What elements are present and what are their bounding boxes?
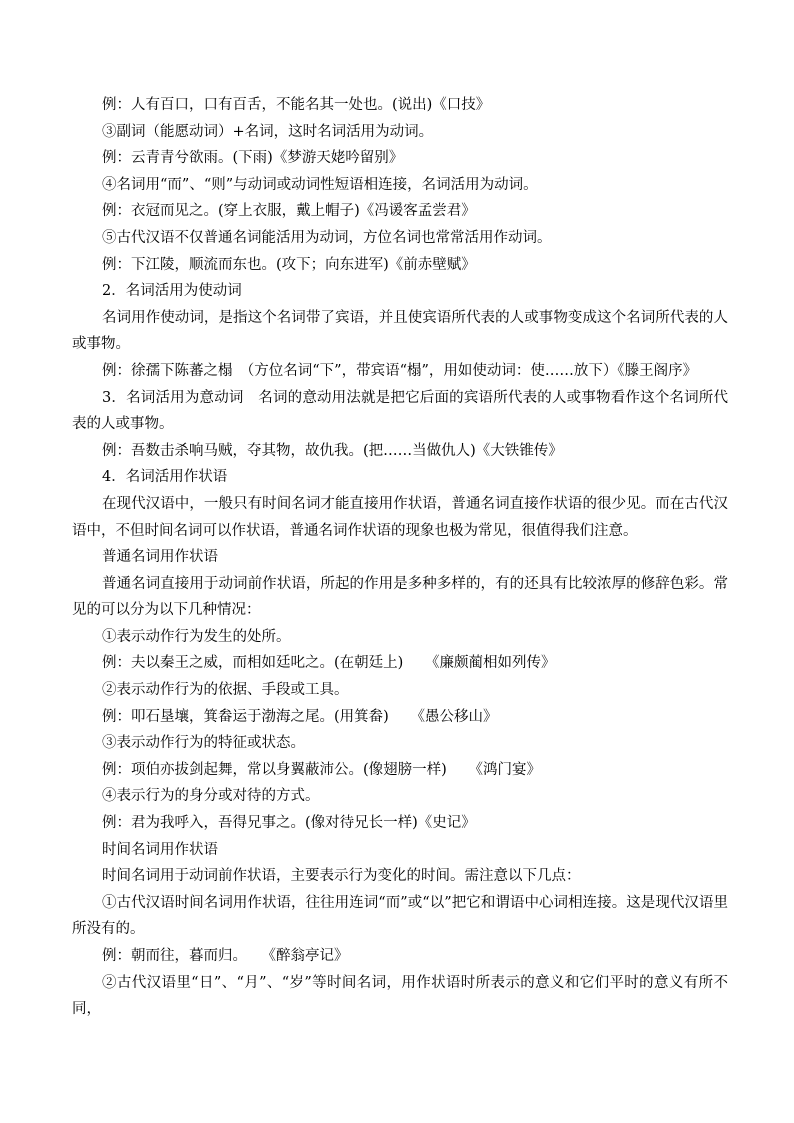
body-paragraph: ②古代汉语里“日”、“月”、“岁”等时间名词，用作状语时所表示的意义和它们平时的意义有所不同， xyxy=(72,974,728,1018)
page-content xyxy=(72,92,728,1023)
example-line: 例：夫以秦王之威，而相如廷叱之。(在朝廷上) 《廉颇蔺相如列传》 xyxy=(102,655,556,672)
example-line: 例：下江陵，顺流而东也。(攻下；向东进军)《前赤壁赋》 xyxy=(102,256,476,273)
example-line: 例：吾数击杀响马贼，夺其物，故仇我。(把……当做仇人)《大铁锥传》 xyxy=(102,442,563,459)
rule-line: ③副词（能愿动词）+名词，这时名词活用为动词。 xyxy=(102,123,434,140)
section-heading: 2．名词活用为使动词 xyxy=(102,283,242,300)
body-line: 时间名词用于动词前作状语，主要表示行为变化的时间。需注意以下几点： xyxy=(102,868,581,885)
example-line: 例：君为我呼入，吾得兄事之。(像对待兄长一样)《史记》 xyxy=(102,815,476,832)
rule-line: ④名词用“而”、“则”与动词或动词性短语相连接，名词活用为动词。 xyxy=(102,176,538,193)
body-paragraph: 普通名词直接用于动词前作状语，所起的作用是多种多样的，有的还具有比较浓厚的修辞色彩。常见的可以分为以下几种情况： xyxy=(72,575,728,619)
body-paragraph: ①古代汉语时间名词用作状语，往往用连词“而”或“以”把它和谓语中心词相连接。这是现代汉语里所没有的。 xyxy=(72,894,728,938)
example-line: 例：朝而往，暮而归。 《醉翁亭记》 xyxy=(102,948,349,964)
example-line: 例：衣冠而见之。(穿上衣服，戴上帽子)《冯谖客孟尝君》 xyxy=(102,203,476,220)
example-line: 例：徐孺下陈蕃之榻 （方位名词“下”，带宾语“榻”，用如使动词：使……放下）《滕王阁序》 xyxy=(102,362,698,379)
example-line: 例：项伯亦拔剑起舞，常以身翼蔽沛公。(像翅膀一样) 《鸿门宴》 xyxy=(102,761,542,778)
rule-line: ①表示动作行为发生的处所。 xyxy=(102,628,291,645)
body-paragraph: 名词用作使动词，是指这个名词带了宾语，并且使宾语所代表的人或事物变成这个名词所代表的人或事物。 xyxy=(72,309,728,353)
rule-line: ③表示动作行为的特征或状态。 xyxy=(102,735,305,752)
subsection-heading: 普通名词用作状语 xyxy=(102,549,218,566)
section-heading: 4．名词活用作状语 xyxy=(102,469,228,486)
example-line: 例：叩石垦壤，箕畚运于渤海之尾。(用箕畚) 《愚公移山》 xyxy=(102,708,498,725)
example-line: 例：人有百口，口有百舌，不能名其一处也。(说出)《口技》 xyxy=(102,97,491,113)
rule-line: ⑤古代汉语不仅普通名词能活用为动词，方位名词也常常活用作动词。 xyxy=(102,229,552,246)
rule-line: ②表示动作行为的依据、手段或工具。 xyxy=(102,682,349,699)
body-paragraph: 在现代汉语中，一般只有时间名词才能直接用作状语，普通名词直接作状语的很少见。而在古代汉语中，不但时间名词可以作状语，普通名词作状语的现象也极为常见，很值得我们注意。 xyxy=(72,495,728,539)
section-paragraph: 3．名词活用为意动词 名词的意动用法就是把它后面的宾语所代表的人或事物看作这个名词所代表的人或事物。 xyxy=(72,389,728,433)
subsection-heading: 时间名词用作状语 xyxy=(102,841,218,858)
example-line: 例：云青青兮欲雨。(下雨)《梦游天姥吟留别》 xyxy=(102,150,404,167)
rule-line: ④表示行为的身分或对待的方式。 xyxy=(102,788,320,805)
